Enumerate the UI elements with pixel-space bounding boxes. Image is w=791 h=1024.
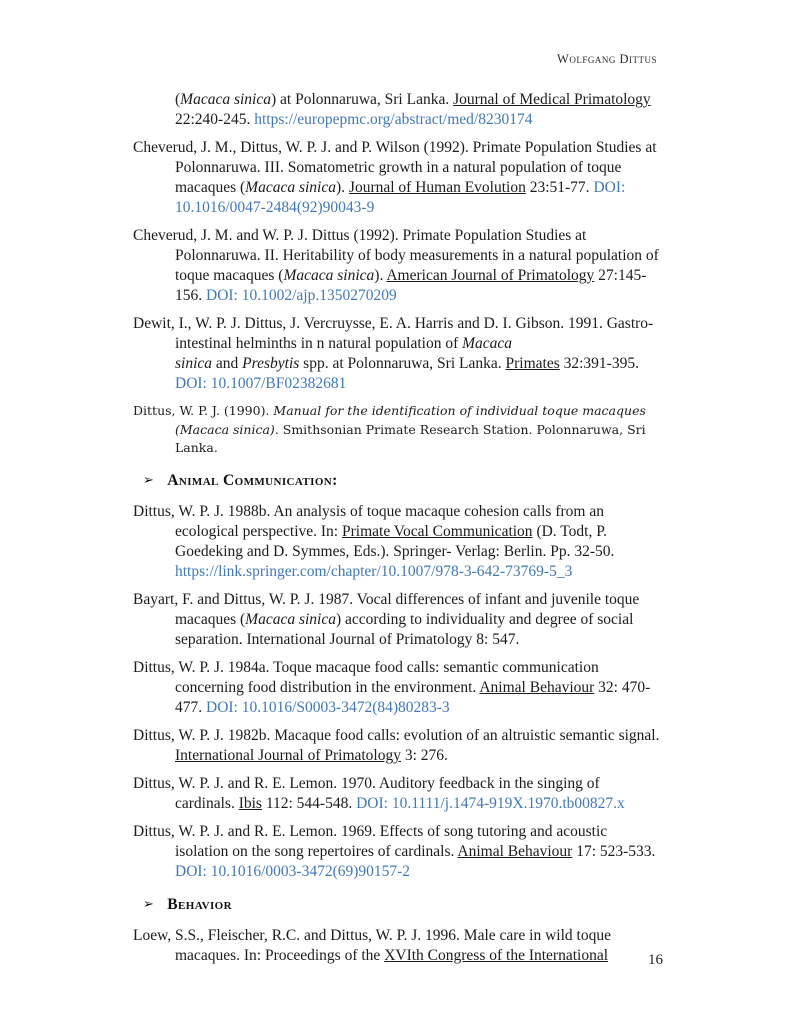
text-run: Dittus, W. P. J. 1988b. An analysis of toque macaque cohesion calls from an ecological perspective. In: xyxy=(133,502,604,540)
text-run: 3: 276. xyxy=(401,746,448,764)
references-list xyxy=(133,90,663,974)
section-heading-text: Animal Communication: xyxy=(167,471,338,489)
text-run: Journal of Human Evolution xyxy=(348,179,526,196)
text-run: International Journal of Primatology xyxy=(175,746,401,764)
text-run: Cheverud, J. M. and W. P. J. Dittus (1992). Primate Population Studies at Polonnaruwa. II. Heritability of body measurements in a natural population of toque macaques ( xyxy=(133,227,659,284)
text-run: Dewit, I., W. P. J. Dittus, J. Vercruysse, E. A. Harris and D. I. Gibson. 1991. Gastro-intestinal helminths in n natural population of xyxy=(133,315,654,352)
text-run: Dittus, W. P. J. and R. E. Lemon. 1969. Effects of song tutoring and acoustic isolation on the song repertoires of cardinals. xyxy=(133,822,608,860)
reference-entry xyxy=(133,314,663,394)
reference-link[interactable]: DOI: 10.1111/j.1474-919X.1970.tb00827.x xyxy=(356,794,625,812)
section-heading xyxy=(133,472,663,490)
text-run: sinica xyxy=(175,355,213,372)
text-run: 32: 470-477. xyxy=(175,678,651,716)
text-run: 32:391-395. xyxy=(559,355,639,372)
reference-link[interactable]: https://europepmc.org/abstract/med/8230174 xyxy=(254,111,533,128)
text-run: 17: 523-533. xyxy=(572,842,656,860)
text-run: Ibis xyxy=(238,794,262,812)
text-run: 23:51-77. xyxy=(525,179,594,196)
page-number: 16 xyxy=(648,952,663,968)
text-run: ) according to individuality and degree of social separation. International Journal of Primatology 8: 547. xyxy=(175,610,634,648)
reference-entry xyxy=(133,658,663,718)
section-heading xyxy=(133,896,663,914)
text-run: Loew, S.S., Fleischer, R.C. and Dittus, W. P. J. 1996. Male care in wild toque macaques. In: Proceedings of the xyxy=(133,926,611,964)
text-run: and xyxy=(212,355,243,372)
text-run: . Smithsonian Primate Research Station. Polonnaruwa, Sri Lanka. xyxy=(175,421,646,455)
text-run: Dittus, W. P. J. (1990). xyxy=(133,403,274,418)
text-run: Animal Behaviour xyxy=(479,678,595,696)
reference-link[interactable]: DOI: 10.1016/0047-2484(92)90043-9 xyxy=(175,179,626,216)
text-run: ). xyxy=(374,267,387,284)
reference-entry xyxy=(133,502,663,582)
reference-link[interactable]: DOI: 10.1016/0003-3472(69)90157-2 xyxy=(175,862,411,880)
text-run: 22:240-245. xyxy=(175,111,255,128)
text-run: Macaca sinica xyxy=(245,610,336,628)
reference-link[interactable]: https://link.springer.com/chapter/10.1007/978-3-642-73769-5_3 xyxy=(175,562,573,580)
text-run: ( xyxy=(175,91,181,108)
text-run: spp. at Polonnaruwa, Sri Lanka. xyxy=(299,355,506,372)
text-run: ) at Polonnaruwa, Sri Lanka. xyxy=(271,91,454,108)
text-run: Journal of Medical Primatology xyxy=(453,91,651,108)
text-run: Macaca sinica xyxy=(245,179,336,196)
text-run: Dittus, W. P. J. and R. E. Lemon. 1970. Auditory feedback in the singing of cardinals. xyxy=(133,774,600,812)
text-run: (D. Todt, P. Goedeking and D. Symmes, Eds.). Springer- Verlag: Berlin. Pp. 32-50. xyxy=(175,522,615,560)
reference-entry xyxy=(133,774,663,814)
reference-entry xyxy=(133,138,663,218)
reference-entry xyxy=(133,726,663,766)
text-run: Dittus, W. P. J. 1982b. Macaque food calls: evolution of an altruistic semantic signal. xyxy=(133,726,660,744)
text-run: XVIth Congress of the International xyxy=(384,946,609,964)
reference-link[interactable]: DOI: 10.1002/ajp.1350270209 xyxy=(206,287,397,304)
section-heading-text: Behavior xyxy=(167,895,232,913)
reference-link[interactable]: DOI: 10.1016/S0003-3472(84)80283-3 xyxy=(206,698,450,716)
text-run: American Journal of Primatology xyxy=(386,267,595,284)
text-run: Primate Vocal Communication xyxy=(341,522,533,540)
text-run: 112: 544-548. xyxy=(261,794,357,812)
text-run: Primates xyxy=(505,355,560,372)
text-run: Bayart, F. and Dittus, W. P. J. 1987. Vocal differences of infant and juvenile toque macaques ( xyxy=(133,590,640,628)
text-run: Manual for the identification of individual toque macaques (Macaca sinica) xyxy=(175,403,646,437)
text-run: 27:145-156. xyxy=(175,267,647,304)
text-run: Presbytis xyxy=(242,355,300,372)
reference-entry xyxy=(133,226,663,306)
text-run: Cheverud, J. M., Dittus, W. P. J. and P. Wilson (1992). Primate Population Studies at Polonnaruwa. III. Somatometric growth in a natural population of toque macaques ( xyxy=(133,139,657,196)
text-run: ). xyxy=(335,179,349,196)
text-run: Macaca sinica xyxy=(283,267,375,284)
running-header: Wolfgang Dittus xyxy=(557,52,657,66)
arrow-bullet-icon: ➢ xyxy=(143,471,155,487)
text-run: Animal Behaviour xyxy=(457,842,573,860)
reference-entry xyxy=(133,402,663,458)
reference-entry xyxy=(133,926,663,966)
text-run: Dittus, W. P. J. 1984a. Toque macaque food calls: semantic communication concerning food distribution in the environment. xyxy=(133,658,599,696)
text-run: Macaca sinica xyxy=(180,91,271,108)
text-run: Macaca xyxy=(462,335,513,352)
reference-link[interactable]: DOI: 10.1007/BF02382681 xyxy=(175,375,347,392)
reference-entry xyxy=(133,590,663,650)
reference-entry xyxy=(133,90,663,130)
reference-entry xyxy=(133,822,663,882)
arrow-bullet-icon: ➢ xyxy=(143,895,155,911)
